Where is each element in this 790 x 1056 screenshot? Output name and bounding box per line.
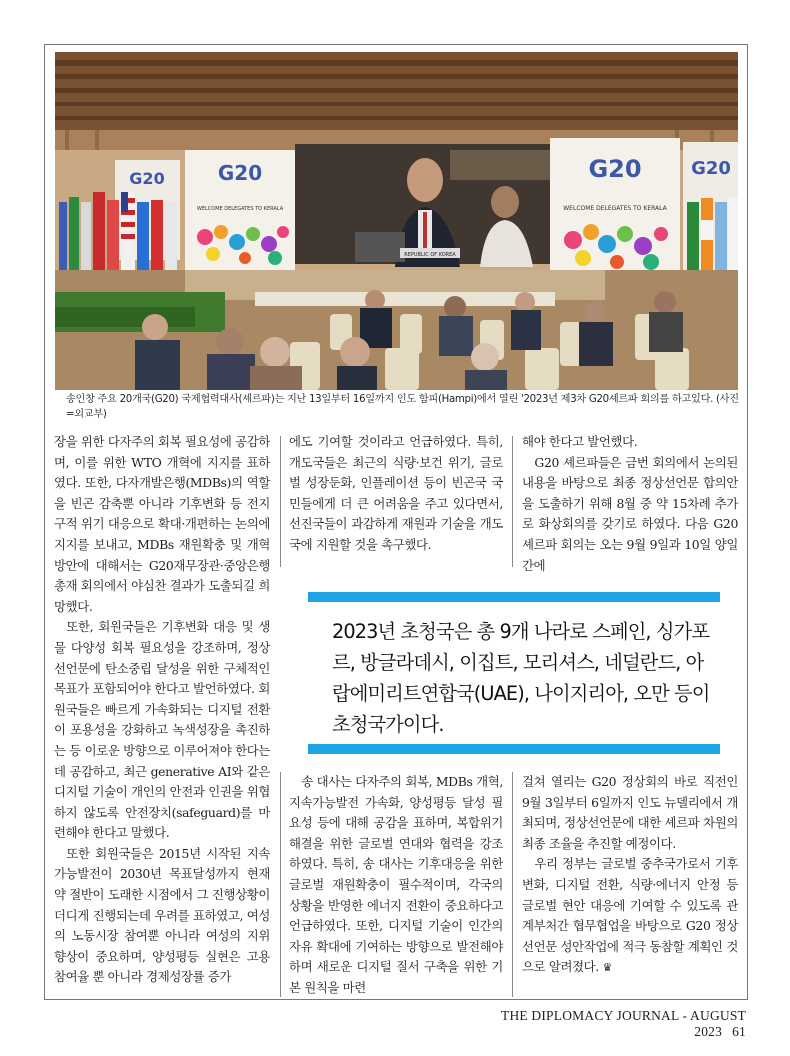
column-rule-2 — [512, 436, 513, 567]
column-rule-3 — [280, 772, 281, 997]
col3-bottom-paragraph-2: 우리 정부는 글로벌 중추국가로서 기후 변화, 디지털 전환, 식량·에너지 안정 등 글로벌 현안 대응에 기여할 수 있도록 관계부처간 협무협업을 바탕으로 G20 정상선언문 성안작업에 적극 동참할 계획인 것으로 알려졌다. — [522, 856, 738, 975]
page-number: 61 — [732, 1024, 746, 1039]
col3-top-paragraph-1: 해야 한다고 발언했다. — [522, 434, 638, 449]
column-3-top — [522, 432, 738, 576]
page-footer — [450, 1008, 746, 1040]
left-screen-sub: WELCOME DELEGATES TO KERALA — [196, 206, 284, 212]
col3-bottom-paragraph-1: 걸쳐 열리는 G20 정상회의 바로 직전인 9월 3일부터 6일까지 인도 뉴델리에서 개최되며, 정상선언문에 대한 셰르파 차원의 최종 조율을 추진할 예정이다. — [522, 774, 738, 851]
col2-top-paragraph: 에도 기여할 것이라고 언급하였다. 특히, 개도국들은 최근의 식량·보건 위기, 글로벌 성장둔화, 인플레이션 등이 빈곤국 국민들에게 더 큰 어려움을 주고 있다면서, 선진국들이 과감하게 재원과 기술을 개도국에 지원할 것을 촉구했다. — [289, 434, 503, 552]
column-3-bottom — [522, 772, 738, 979]
column-2-top — [289, 432, 503, 556]
col1-paragraph-1: 장을 위한 다자주의 회복 필요성에 공감하며, 이를 위한 WTO 개혁에 지지를 표하였다. 또한, 다자개발은행(MDBs)의 역할을 빈곤 감축뿐 아니라 기후변화 등 전지구적 위기 대응으로 확대·개편하는 논의에 지지를 보내고, MDBs 재원확충 및 개혁방안에 대해서는 G20재무장관·중앙은행총재 회의에서 야심찬 결과가 도출되길 희망했다. — [54, 434, 270, 614]
conference-photo — [55, 52, 738, 390]
col1-paragraph-3: 또한 회원국들은 2015년 시작된 지속가능발전이 2030년 목표달성까지 현재 약 절반이 도래한 시점에서 그 진행상황이 더디게 진행되는데 우려를 표하였고, 여성의 노동시장 참여뿐 아니라 여성의 지위 향상이 중요하며, 양성평등 실현은 고용 참여율 뿐 아니라 경제성장률 증가 — [54, 845, 270, 985]
col1-paragraph-2: 또한, 회원국들은 기후변화 대응 및 생물 다양성 회복 필요성을 강조하며, 정상선언문에 탄소중립 달성을 위한 구체적인 목표가 포함되어야 한다고 발언하였다. 회원국들은 빠르게 가속화되는 디지털 전환이 포용성을 강화하고 녹색성장을 촉진하는 등 이로운 방향으로 이루어져야 한다는데 공감하고, 최근 generative AI와 같은 디지털 기술이 개인의 안전과 인권을 위협하지 않도록 안전장치(safeguard)를 마련해야 한다고 말했다. — [54, 619, 270, 841]
column-rule-4 — [512, 772, 513, 997]
right-screen-sub: WELCOME DELEGATES TO KERALA — [563, 205, 667, 212]
far-left-screen-title: G20 — [129, 169, 165, 188]
column-1 — [54, 432, 270, 988]
right-screen-title: G20 — [588, 155, 642, 183]
left-screen-title: G20 — [217, 161, 263, 185]
right-screen — [550, 138, 680, 273]
end-mark-icon: ♛ — [602, 961, 613, 975]
photo-caption: 송인창 주요 20개국(G20) 국제협력대사(셰르파)는 지난 13일부터 16일까지 인도 함피(Hampi)에서 열린 '2023년 제3차 G20셰르파 회의를 하고있다. (사진=외교부) — [66, 394, 739, 420]
center-video-screen — [295, 144, 550, 267]
col3-top-paragraph-2: G20 셰르파들은 금번 회의에서 논의된 내용을 바탕으로 최종 정상선언문 합의안을 도출하기 위해 8월 중 약 15차례 추가로 화상회의를 갖기로 하였다. 다음 G20 셰르파 회의는 오는 9월 9일과 10일 양일간에 — [522, 454, 738, 573]
pull-quote: 2023년 초청국은 총 9개 나라로 스페인, 싱가포르, 방글라데시, 이집트, 모리셔스, 네덜란드, 아랍에미리트연합국(UAE), 나이지리아, 오만 등이 초청국가이다. — [332, 620, 710, 736]
pull-quote-top-bar — [308, 592, 720, 602]
left-screen — [185, 150, 295, 270]
pull-quote-bottom-bar — [308, 744, 720, 754]
col2-bottom-paragraph: 송 대사는 다자주의 회복, MDBs 개혁, 지속가능발전 가속화, 양성평등 달성 필요성 등에 대해 공감을 표하며, 복합위기 해결을 위한 글로벌 연대와 협력을 강조하였다. 특히, 송 대사는 기후대응을 위한 글로벌 재원확충이 필수적이며, 각국의 상황을 반영한 에너지 전환이 중요하다고 언급하였다. 또한, 디지털 기술이 인간의 자유 확대에 기여하는 방향으로 발전해야 하며 새로운 디지털 질서 구축을 위한 기본 원칙을 마련 — [289, 774, 503, 995]
far-right-screen-title: G20 — [691, 158, 731, 179]
column-2-bottom — [289, 772, 503, 999]
column-rule-1 — [280, 436, 281, 567]
center-nameplate: REPUBLIC OF KOREA — [404, 252, 456, 258]
journal-name: THE DIPLOMACY JOURNAL - AUGUST 2023 — [501, 1008, 746, 1039]
